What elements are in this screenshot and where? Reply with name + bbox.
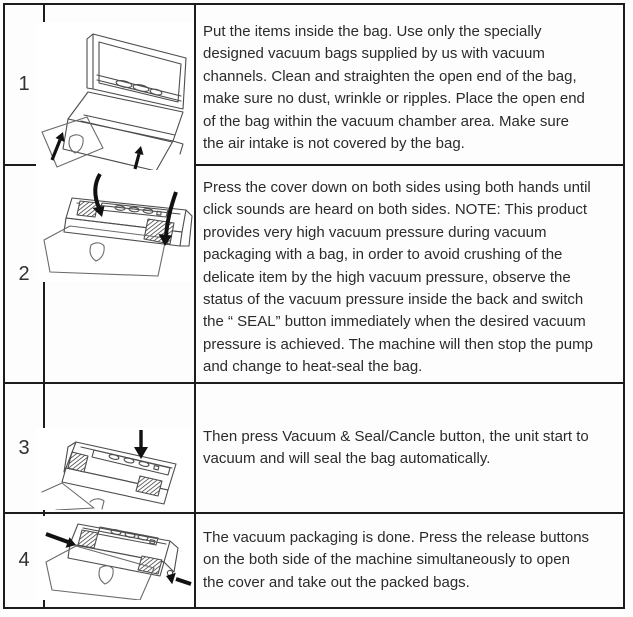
press-vacuum-seal-button-illustration (36, 428, 194, 510)
step-number-4: 4 (18, 549, 30, 571)
text-line: Press the cover down on both sides using both hands until (203, 179, 591, 196)
instruction-text-3 (198, 384, 622, 512)
text-line: of the bag within the vacuum chamber area. Make sure (203, 112, 570, 130)
text-line: The vacuum packaging is done. Press the release buttons (203, 528, 590, 546)
text-line: pressure is achieved. The machine will then stop the pump (203, 335, 593, 353)
press-cover-down-illustration (36, 170, 194, 282)
arrow-up-right (135, 146, 144, 169)
step-number-3: 3 (18, 436, 30, 459)
text-line: Then press Vacuum & Seal/Cancle button, the unit start to (203, 427, 589, 445)
press-release-buttons-illustration (36, 516, 194, 600)
step-number-1: 1 (18, 73, 30, 95)
arrow-release-left (46, 534, 76, 548)
text-line: Put the items inside the bag. Use only the specially (203, 23, 542, 40)
text-line: the air intake is not covered by the bag. (203, 135, 465, 153)
text-line: vacuum and will seal the bag automatically. (203, 450, 491, 467)
instruction-text-4 (198, 514, 622, 607)
text-line: status of the vacuum pressure inside the back and switch (203, 291, 584, 309)
arrow-release-right (166, 573, 191, 584)
text-line: the “ SEAL” button immediately when the desired vacuum (203, 313, 586, 331)
text-line: the cover and take out the packed bags. (203, 573, 470, 591)
text-line: on the both side of the machine simultaneously to open (203, 551, 570, 569)
text-line: click sounds are heard on both sides. NOTE: This product (203, 201, 588, 219)
text-line: packaging with a bag, in order to avoid crushing of the (203, 246, 563, 264)
text-line: make sure no dust, wrinkle or ripples. Place the open end (203, 90, 585, 108)
text-line: provides very high vacuum pressure during vacuum (203, 223, 547, 241)
instruction-text-1 (198, 5, 622, 164)
instruction-text-2 (198, 166, 622, 382)
text-line: channels. Clean and straighten the open end of the bag, (203, 67, 577, 85)
arrow-up-left (52, 132, 65, 160)
arrow-press-button (134, 430, 148, 459)
vacuum-sealer-open-lid-illustration (36, 22, 194, 172)
step-number-2: 2 (18, 262, 30, 285)
text-line: designed vacuum bags supplied by us with vacuum (203, 45, 545, 63)
arrow-press-right (159, 192, 177, 246)
text-line: and change to heat-seal the bag. (203, 358, 423, 376)
column-divider-text (194, 3, 196, 609)
text-line: delicate item by the high vacuum pressure, observe the (203, 268, 571, 286)
